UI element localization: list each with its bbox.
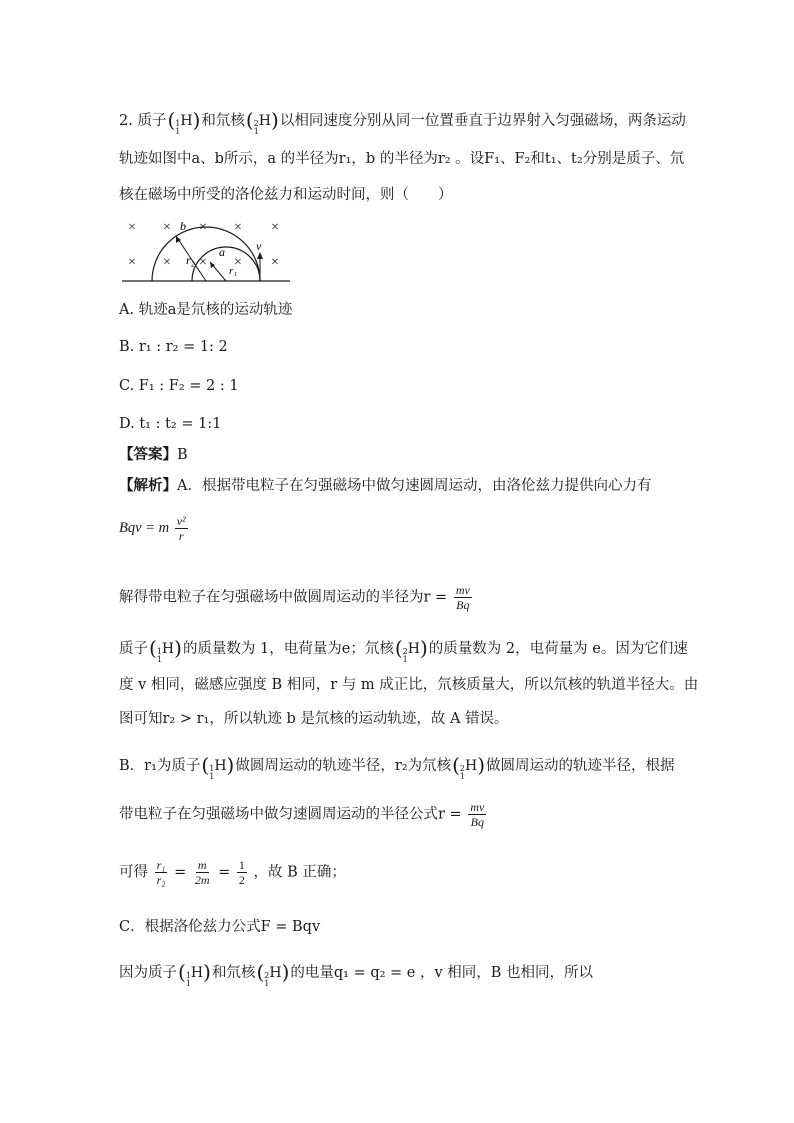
answer-line — [119, 448, 188, 463]
option-d: D. t₁ : t₂ = 1:1 — [119, 416, 222, 432]
option-a: A. 轨迹a是氘核的运动轨迹 — [119, 302, 293, 318]
ratio-fraction-m: $\frac{m}{2m}$ — [194, 858, 210, 887]
cross-icon: × — [199, 220, 207, 235]
ratio-fraction-half: $\frac{1}{2}$ — [238, 858, 245, 887]
question-text-b: 和氘核 — [201, 113, 245, 129]
cross-icon: × — [271, 255, 279, 270]
proton-nuclide: ( 1 1 H) — [167, 108, 201, 136]
analysis-p2: 度 v 相同，磁感应强度 B 相同，r 与 m 成正比，氘核质量大，所以氘核的轨道半径大。由 — [119, 677, 699, 693]
radius-fraction: $\frac{mv}{Bq}$ — [455, 583, 470, 612]
analysis-b-line-2: 带电粒子在匀强磁场中做匀速圆周运动的半径公式r = $\frac{mv}{Bq}$ — [119, 800, 485, 829]
analysis-a-line — [119, 479, 651, 494]
ratio-fraction-r: $\frac{\text{r₁}}{\text{r₂}}$ — [156, 858, 166, 887]
cross-icon: × — [271, 220, 279, 235]
cross-icon: × — [234, 220, 242, 235]
equation-1-fraction: $\frac{\text{v²}}{r}$ — [176, 514, 186, 543]
velocity-arrow — [257, 252, 263, 259]
label-b: b — [180, 219, 186, 233]
option-b: B. r₁ : r₂ = 1: 2 — [119, 339, 228, 355]
cross-icon: × — [163, 255, 171, 270]
answer-label: 【答案】 — [119, 446, 177, 463]
magnetic-field-figure — [118, 214, 298, 286]
label-r1: r₁ — [229, 265, 238, 277]
proton-nuclide: ( 1 1 H) — [178, 960, 211, 988]
equation-1-left: Bqv = m — [119, 519, 170, 536]
analysis-c-line-2: 因为质子( 1 1 H)和氘核( 2 1 H)的电量q₁ = q₂ = e ，v 相同，B 也相同，所以 — [119, 960, 594, 988]
cross-icon: × — [163, 220, 171, 235]
analysis-label: 【解析】 — [119, 477, 177, 494]
analysis-p3: 图可知r₂ > r₁，所以轨迹 b 是氘核的运动轨迹，故 A 错误。 — [119, 711, 509, 727]
cross-icon: × — [199, 255, 207, 270]
question-text-c: 以相同速度分别从同一位置垂直于边界射入匀强磁场，两条运动 — [279, 113, 686, 129]
deuteron-nuclide: ( 2 1 H) — [452, 753, 486, 781]
analysis-p1: 质子( 1 1 H)的质量数为 1，电荷量为e；氘核( 2 1 H)的质量数为 2，电荷量为 e。因为它们速 — [119, 636, 688, 664]
cross-icon: × — [234, 255, 242, 270]
analysis-c-line-1: C．根据洛伦兹力公式F = Bqv — [119, 919, 321, 935]
cross-icon: × — [128, 255, 136, 270]
option-c: C. F₁ : F₂ = 2 : 1 — [119, 378, 239, 394]
analysis-b-line-1: B．r₁为质子( 1 1 H)做圆周运动的轨迹半径，r₂为氘核( 2 1 H)做圆周运动的轨迹半径，根据 — [119, 753, 675, 781]
deuteron-nuclide: ( 2 1 H) — [394, 636, 428, 664]
radius-formula-line — [119, 583, 474, 612]
deuteron-nuclide: ( 2 1 H) — [245, 108, 279, 136]
question-line-2: 轨迹如图中a、b所示，a 的半径为r₁，b 的半径为r₂ 。设F₁、F₂和t₁、t₂分别是质子、氘 — [119, 151, 685, 167]
proton-nuclide: ( 1 1 H) — [201, 753, 235, 781]
cross-icon: × — [128, 220, 136, 235]
proton-nuclide: ( 1 1 H) — [149, 636, 182, 664]
question-number: 2. — [119, 113, 133, 129]
question-text-a: 质子 — [137, 113, 167, 129]
question-line-3: 核在磁场中所受的洛伦兹力和运动时间，则（ ） — [119, 187, 453, 203]
answer-value: B — [177, 447, 188, 463]
label-r2: r₂ — [186, 253, 195, 267]
question-line-1 — [119, 110, 686, 136]
deuteron-nuclide: ( 2 1 H) — [256, 960, 290, 988]
label-a: a — [219, 245, 225, 259]
analysis-a-intro: A．根据带电粒子在匀强磁场中做匀速圆周运动，由洛伦兹力提供向心力有 — [177, 478, 652, 494]
equation-1 — [119, 514, 190, 543]
radius-fraction-b: $\frac{mv}{Bq}$ — [470, 800, 485, 829]
label-v: v — [256, 239, 262, 253]
radius-text: 解得带电粒子在匀强磁场中做圆周运动的半径为r = — [119, 589, 448, 606]
analysis-b-line-3: 可得 $\frac{\text{r₁}}{\text{r₂}}$ = $\frac{m}{2m}$ = $\frac{1}{2}$ ，故 B 正确； — [119, 858, 346, 887]
